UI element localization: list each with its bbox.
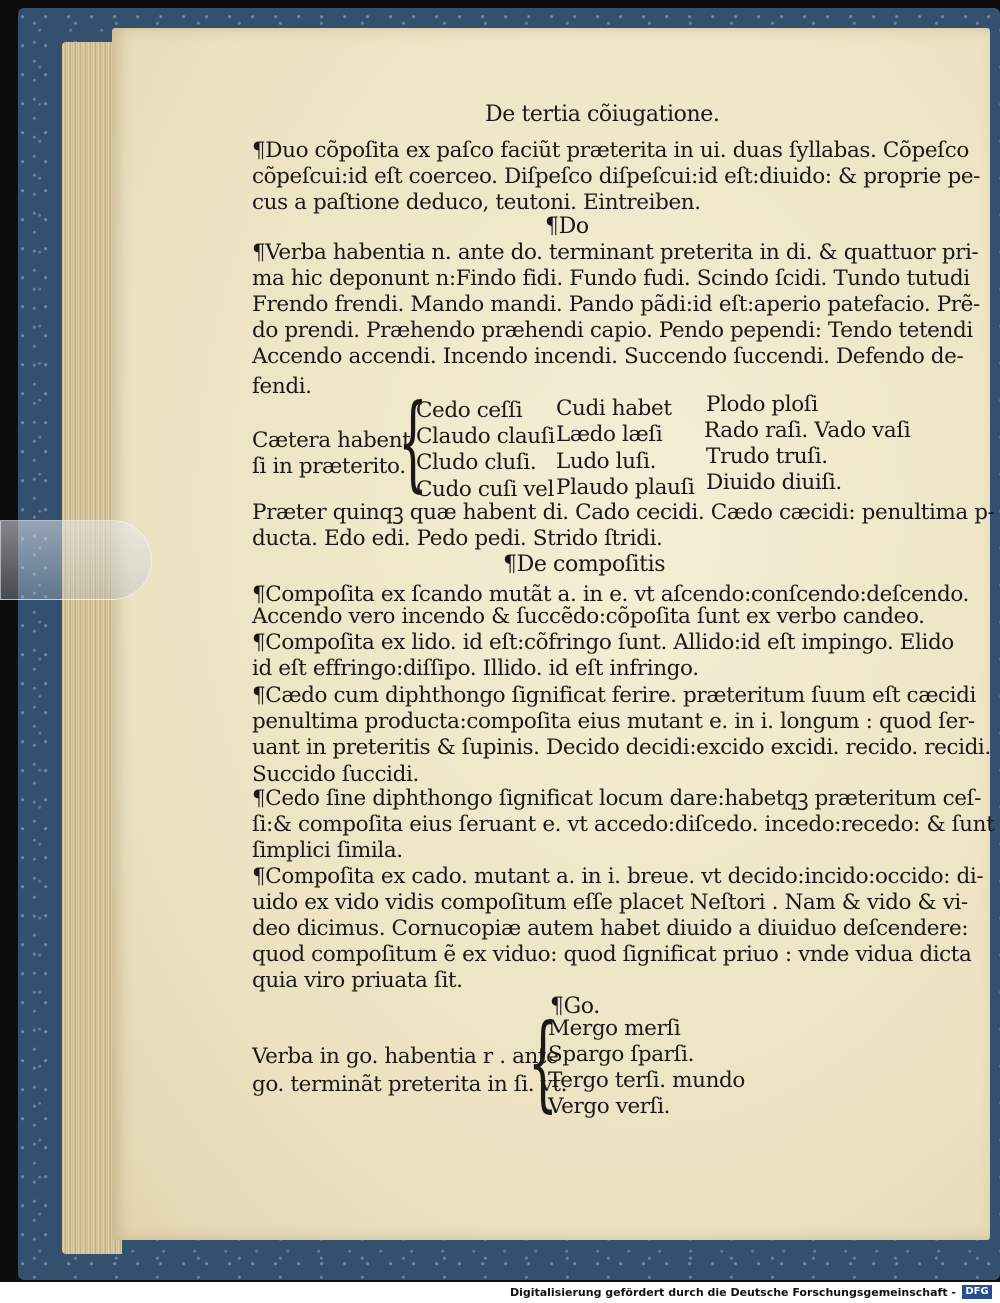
text-line: ſimplici ſimila. xyxy=(252,838,403,863)
text-line: Accendo accendi. Incendo incendi. Succendo ſuccendi. Defendo de- xyxy=(252,344,964,369)
table-cell: Lædo læſi xyxy=(556,422,663,447)
table-cell: Cudo cuſi vel xyxy=(416,477,554,502)
table-cell: Plodo ploſi xyxy=(706,392,818,417)
table-cell: Diuido diuiſi. xyxy=(706,470,842,495)
text-line: ¶Verba habentia n. ante do. terminant preterita in di. & quattuor pri- xyxy=(252,240,979,265)
table-cell: Cludo cluſi. xyxy=(416,450,537,475)
brace: { xyxy=(528,1001,558,1123)
text-line: ¶Compoſita ex lido. id eſt:cõfringo ſunt. Allido:id eſt impingo. Elido xyxy=(252,630,954,655)
go-left-line: go. terminãt preterita in ſi. vt. xyxy=(252,1072,568,1097)
text-line: ma hic deponunt n:Findo fidi. Fundo fudi. Scindo ſcidi. Tundo tutudi xyxy=(252,266,970,291)
text-line: uido ex vido vidis compoſitum eſſe placet Neſtori . Nam & vido & vi- xyxy=(252,890,968,915)
table-cell: Cedo ceſſi xyxy=(416,398,523,423)
text-line: deo dicimus. Cornucopiæ autem habet diuido a diuiduo deſcendere: xyxy=(252,916,969,941)
text-line: cõpeſcui:id eſt coerceo. Diſpeſco diſpeſcui:id eſt:diuido: & proprie pe- xyxy=(252,164,981,189)
text-line: penultima producta:compoſita eius mutant e. in i. longum : quod ſer- xyxy=(252,709,975,734)
footer-credit: Digitalisierung gefördert durch die Deutsche Forschungsgemeinschaft - xyxy=(509,1286,956,1299)
text-line: uant in preteritis & ſupinis. Decido decidi:excido excidi. recido. recidi. xyxy=(252,735,991,760)
text-line: ¶Duo cõpoſita ex paſco faciũt præterita in ui. duas ſyllabas. Cõpeſco xyxy=(252,138,969,163)
section-heading-go: ¶Go. xyxy=(550,994,600,1019)
text-line: ¶Cædo cum diphthongo ſignificat ferire. præteritum ſuum eſt cæcidi xyxy=(252,683,976,708)
text-line: ¶Compoſita ex cado. mutant a. in i. breue. vt decido:incido:occido: di- xyxy=(252,864,984,889)
text-line: ducta. Edo edi. Pedo pedi. Strido ſtridi. xyxy=(252,526,663,551)
go-right-line: Spargo ſparſi. xyxy=(548,1042,695,1067)
table-cell: Ludo luſi. xyxy=(556,449,657,474)
page-heading: De tertia cõiugatione. xyxy=(485,102,720,127)
text-line: id eſt effringo:diſſipo. Illido. id eſt infringo. xyxy=(252,656,699,681)
brace: { xyxy=(398,381,428,503)
footer-bar xyxy=(0,1282,1000,1303)
text-line: fendi. xyxy=(252,374,312,399)
section-heading-compositis: ¶De compoſitis xyxy=(503,552,666,577)
text-line: ¶Cedo ſine diphthongo ſignificat locum dare:habetqꝫ præteritum ceſ- xyxy=(252,786,981,811)
table-cell: Trudo truſi. xyxy=(706,444,828,469)
go-left-line: Verba in go. habentia r . ante xyxy=(252,1044,559,1069)
table-cell: Rado raſi. Vado vaſi xyxy=(704,418,911,443)
table-cell: Cudi habet xyxy=(556,396,672,421)
dfg-logo[interactable]: DFG xyxy=(962,1285,992,1299)
page-clip xyxy=(0,520,152,600)
text-line: ¶Compoſita ex ſcando mutãt a. in e. vt aſcendo:conſcendo:deſcendo. xyxy=(252,582,969,607)
text-line: ſi:& compoſita eius ſeruant e. vt accedo:diſcedo. incedo:recedo: & ſunt xyxy=(252,812,995,837)
text-line: Frendo frendi. Mando mandi. Pando pãdi:id eſt:aperio patefacio. Prẽ- xyxy=(252,292,980,317)
go-right-line: Vergo verſi. xyxy=(548,1094,671,1119)
table-left-label: ſi in præterito. xyxy=(252,454,406,479)
text-line: do prendi. Præhendo præhendi capio. Pendo pependi: Tendo tetendi xyxy=(252,318,973,343)
text-line: quia viro priuata ſit. xyxy=(252,968,463,993)
go-right-line: Mergo merſi xyxy=(548,1016,681,1041)
text-line: cus a paſtione deduco, teutoni. Eintreiben. xyxy=(252,190,701,215)
table-cell: Plaudo plauſi xyxy=(556,475,695,500)
table-left-label: Cætera habent xyxy=(252,428,411,453)
text-line: Præter quinqꝫ quæ habent di. Cado cecidi. Cædo cæcidi: penultima p- xyxy=(252,500,995,525)
go-right-line: Tergo terſi. mundo xyxy=(548,1068,745,1093)
text-line: quod compoſitum ẽ ex viduo: quod ſignificat priuo : vnde vidua dicta xyxy=(252,942,972,967)
text-line: Succido ſuccidi. xyxy=(252,762,419,787)
section-heading-do: ¶Do xyxy=(545,214,589,239)
text-line: Accendo vero incendo & ſuccẽdo:cõpoſita ſunt ex verbo candeo. xyxy=(252,604,925,629)
table-cell: Claudo clauſi xyxy=(416,424,555,449)
